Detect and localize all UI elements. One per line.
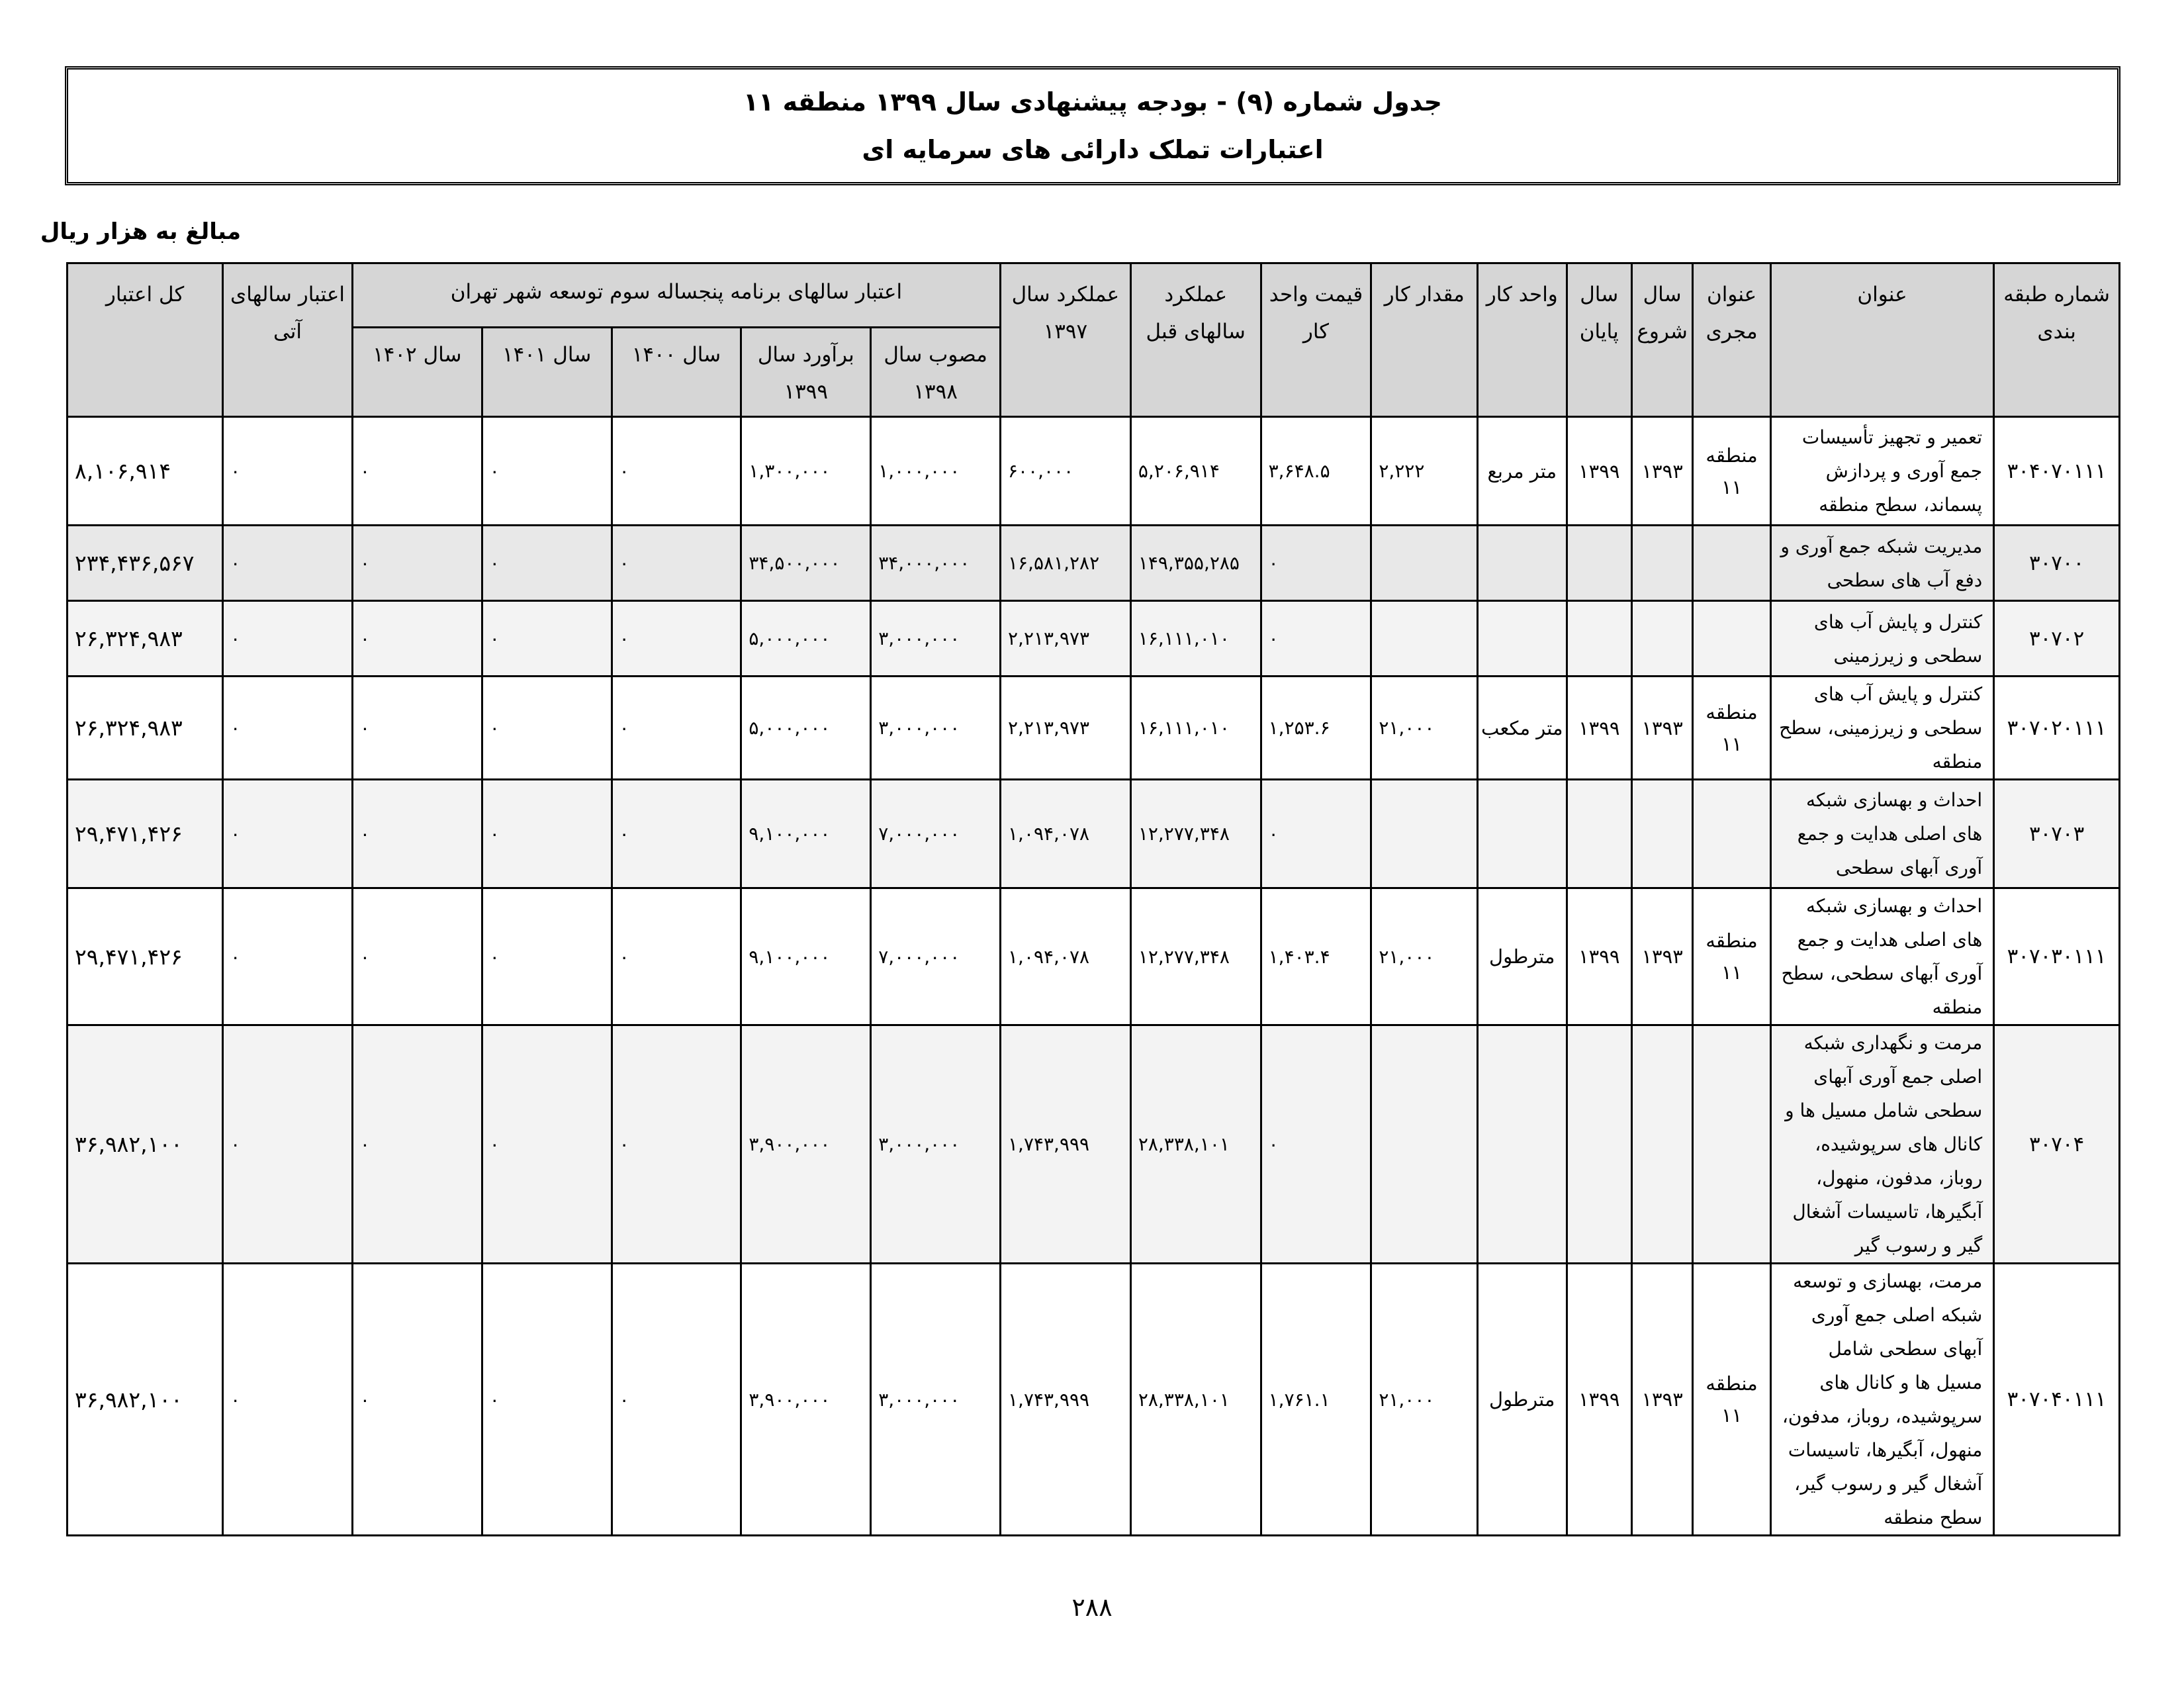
cell-work-unit: متر مربع [1477, 417, 1567, 526]
cell-work-qty: ۲,۲۲۲ [1371, 417, 1478, 526]
cell-agency [1693, 1025, 1770, 1264]
cell-end-year: ۱۳۹۹ [1567, 888, 1631, 1025]
cell-estimate-1399: ۹,۱۰۰,۰۰۰ [741, 780, 871, 888]
cell-perf-prev: ۱۴۹,۳۵۵,۲۸۵ [1130, 526, 1261, 601]
cell-year-1402: ۰ [352, 417, 482, 526]
cell-work-unit: متر مکعب [1477, 677, 1567, 780]
cell-title: مرمت و نگهداری شبکه اصلی جمع آوری آبهای سطحی شامل مسیل ها و کانال های سرپوشیده، روباز، مدفون، منهول، آبگیرها، تاسیسات آشغال گیر و رسوب گیر [1770, 1025, 1993, 1264]
cell-future: ۰ [223, 601, 353, 677]
cell-agency: منطقه ۱۱ [1693, 1264, 1770, 1536]
cell-year-1402: ۰ [352, 677, 482, 780]
cell-title: مرمت، بهسازی و توسعه شبکه اصلی جمع آوری آبهای سطحی شامل مسیل ها و کانال های سرپوشیده، روباز، مدفون، منهول، آبگیرها، تاسیسات آشغال گیر و رسوب گیر، سطح منطقه [1770, 1264, 1993, 1536]
cell-end-year [1567, 1025, 1631, 1264]
cell-work-qty [1371, 780, 1478, 888]
cell-work-qty [1371, 526, 1478, 601]
cell-title: احداث و بهسازی شبکه های اصلی هدایت و جمع آوری آبهای سطحی [1770, 780, 1993, 888]
cell-work-unit [1477, 601, 1567, 677]
cell-agency: منطقه ۱۱ [1693, 677, 1770, 780]
cell-total: ۲۶,۳۲۴,۹۸۳ [68, 601, 223, 677]
cell-code: ۳۰۴۰۷۰۱۱۱ [1994, 417, 2120, 526]
cell-perf-prev: ۱۲,۲۷۷,۳۴۸ [1130, 780, 1261, 888]
cell-unit-price: ۱,۴۰۳.۴ [1261, 888, 1371, 1025]
cell-perf-prev: ۵,۲۰۶,۹۱۴ [1130, 417, 1261, 526]
table-row [68, 1025, 2120, 1264]
cell-code: ۳۰۷۰۴۰۱۱۱ [1994, 1264, 2120, 1536]
cell-end-year [1567, 601, 1631, 677]
col-plan-group: اعتبار سالهای برنامه پنجساله سوم توسعه شهر تهران [352, 263, 1000, 328]
cell-perf-1397: ۱۶,۵۸۱,۲۸۲ [1001, 526, 1131, 601]
cell-approved-1398: ۷,۰۰۰,۰۰۰ [871, 888, 1001, 1025]
document-title-box [65, 66, 2120, 185]
cell-work-unit: مترطول [1477, 888, 1567, 1025]
cell-title: کنترل و پایش آب های سطحی و زیرزمینی، سطح منطقه [1770, 677, 1993, 780]
cell-future: ۰ [223, 526, 353, 601]
table-row [68, 888, 2120, 1025]
cell-perf-prev: ۱۲,۲۷۷,۳۴۸ [1130, 888, 1261, 1025]
cell-year-1401: ۰ [482, 417, 612, 526]
cell-approved-1398: ۳,۰۰۰,۰۰۰ [871, 601, 1001, 677]
cell-year-1401: ۰ [482, 1264, 612, 1536]
cell-code: ۳۰۷۰۳ [1994, 780, 2120, 888]
cell-year-1402: ۰ [352, 526, 482, 601]
cell-year-1400: ۰ [612, 888, 741, 1025]
cell-unit-price: ۰ [1261, 1025, 1371, 1264]
cell-future: ۰ [223, 1025, 353, 1264]
cell-agency [1693, 780, 1770, 888]
units-note: مبالغ به هزار ریال [40, 218, 241, 245]
cell-estimate-1399: ۹,۱۰۰,۰۰۰ [741, 888, 871, 1025]
cell-start-year [1631, 601, 1692, 677]
cell-code: ۳۰۷۰۲ [1994, 601, 2120, 677]
table-row [68, 677, 2120, 780]
table-row [68, 1264, 2120, 1536]
col-start-year: سال شروع [1631, 263, 1692, 417]
cell-perf-1397: ۶۰۰,۰۰۰ [1001, 417, 1131, 526]
cell-perf-prev: ۱۶,۱۱۱,۰۱۰ [1130, 677, 1261, 780]
cell-estimate-1399: ۳,۹۰۰,۰۰۰ [741, 1025, 871, 1264]
cell-year-1401: ۰ [482, 601, 612, 677]
cell-start-year [1631, 780, 1692, 888]
col-work-unit: واحد کار [1477, 263, 1567, 417]
col-end-year: سال پایان [1567, 263, 1631, 417]
col-work-qty: مقدار کار [1371, 263, 1478, 417]
col-perf-prev: عملکرد سالهای قبل [1130, 263, 1261, 417]
cell-perf-1397: ۲,۲۱۳,۹۷۳ [1001, 601, 1131, 677]
cell-title: مدیریت شبکه جمع آوری و دفع آب های سطحی [1770, 526, 1993, 601]
col-agency: عنوان مجری [1693, 263, 1770, 417]
cell-estimate-1399: ۱,۳۰۰,۰۰۰ [741, 417, 871, 526]
col-unit-price: قیمت واحد کار [1261, 263, 1371, 417]
cell-work-qty [1371, 601, 1478, 677]
table-row [68, 417, 2120, 526]
cell-code: ۳۰۷۰۰ [1994, 526, 2120, 601]
cell-code: ۳۰۷۰۲۰۱۱۱ [1994, 677, 2120, 780]
cell-year-1401: ۰ [482, 780, 612, 888]
table-header [68, 263, 2120, 417]
cell-unit-price: ۱,۲۵۳.۶ [1261, 677, 1371, 780]
cell-total: ۲۳۴,۴۳۶,۵۶۷ [68, 526, 223, 601]
table-row [68, 780, 2120, 888]
cell-unit-price: ۰ [1261, 780, 1371, 888]
cell-agency: منطقه ۱۱ [1693, 417, 1770, 526]
cell-start-year [1631, 526, 1692, 601]
cell-approved-1398: ۱,۰۰۰,۰۰۰ [871, 417, 1001, 526]
col-year-1401: سال ۱۴۰۱ [482, 328, 612, 417]
cell-approved-1398: ۷,۰۰۰,۰۰۰ [871, 780, 1001, 888]
cell-year-1402: ۰ [352, 1025, 482, 1264]
col-title: عنوان [1770, 263, 1993, 417]
cell-code: ۳۰۷۰۳۰۱۱۱ [1994, 888, 2120, 1025]
cell-work-qty [1371, 1025, 1478, 1264]
cell-title: کنترل و پایش آب های سطحی و زیرزمینی [1770, 601, 1993, 677]
col-year-1402: سال ۱۴۰۲ [352, 328, 482, 417]
cell-approved-1398: ۳,۰۰۰,۰۰۰ [871, 1025, 1001, 1264]
cell-future: ۰ [223, 780, 353, 888]
cell-work-qty: ۲۱,۰۰۰ [1371, 677, 1478, 780]
col-perf-1397: عملکرد سال ۱۳۹۷ [1001, 263, 1131, 417]
page-number: ۲۸۸ [1071, 1593, 1113, 1622]
cell-unit-price: ۰ [1261, 601, 1371, 677]
cell-work-qty: ۲۱,۰۰۰ [1371, 888, 1478, 1025]
cell-estimate-1399: ۳۴,۵۰۰,۰۰۰ [741, 526, 871, 601]
table-row [68, 526, 2120, 601]
table-body [68, 417, 2120, 1536]
cell-future: ۰ [223, 417, 353, 526]
cell-agency: منطقه ۱۱ [1693, 888, 1770, 1025]
cell-year-1400: ۰ [612, 780, 741, 888]
document-subtitle: اعتبارات تملک دارائی های سرمایه ای [862, 135, 1324, 164]
budget-table [66, 262, 2120, 1536]
cell-end-year: ۱۳۹۹ [1567, 677, 1631, 780]
col-year-1400: سال ۱۴۰۰ [612, 328, 741, 417]
cell-perf-1397: ۱,۰۹۴,۰۷۸ [1001, 888, 1131, 1025]
cell-perf-prev: ۲۸,۳۳۸,۱۰۱ [1130, 1264, 1261, 1536]
cell-end-year [1567, 526, 1631, 601]
cell-work-qty: ۲۱,۰۰۰ [1371, 1264, 1478, 1536]
cell-year-1401: ۰ [482, 677, 612, 780]
table-row [68, 601, 2120, 677]
cell-year-1400: ۰ [612, 601, 741, 677]
cell-approved-1398: ۳,۰۰۰,۰۰۰ [871, 1264, 1001, 1536]
cell-estimate-1399: ۳,۹۰۰,۰۰۰ [741, 1264, 871, 1536]
cell-year-1400: ۰ [612, 417, 741, 526]
cell-code: ۳۰۷۰۴ [1994, 1025, 2120, 1264]
cell-perf-1397: ۱,۰۹۴,۰۷۸ [1001, 780, 1131, 888]
cell-end-year: ۱۳۹۹ [1567, 417, 1631, 526]
col-estimate-1399: برآورد سال ۱۳۹۹ [741, 328, 871, 417]
cell-unit-price: ۳,۶۴۸.۵ [1261, 417, 1371, 526]
cell-agency [1693, 526, 1770, 601]
cell-perf-1397: ۱,۷۴۳,۹۹۹ [1001, 1264, 1131, 1536]
cell-start-year: ۱۳۹۳ [1631, 1264, 1692, 1536]
cell-start-year: ۱۳۹۳ [1631, 888, 1692, 1025]
cell-work-unit [1477, 1025, 1567, 1264]
cell-year-1400: ۰ [612, 1025, 741, 1264]
cell-future: ۰ [223, 677, 353, 780]
cell-perf-prev: ۱۶,۱۱۱,۰۱۰ [1130, 601, 1261, 677]
cell-start-year: ۱۳۹۳ [1631, 677, 1692, 780]
cell-estimate-1399: ۵,۰۰۰,۰۰۰ [741, 677, 871, 780]
cell-start-year [1631, 1025, 1692, 1264]
col-total: کل اعتبار [68, 263, 223, 417]
document-title: جدول شماره (۹) - بودجه پیشنهادی سال ۱۳۹۹ منطقه ۱۱ [743, 87, 1443, 117]
col-class-no: شماره طبقه بندی [1994, 263, 2120, 417]
cell-year-1401: ۰ [482, 888, 612, 1025]
cell-work-unit: مترطول [1477, 1264, 1567, 1536]
cell-year-1402: ۰ [352, 780, 482, 888]
cell-end-year [1567, 780, 1631, 888]
cell-perf-1397: ۲,۲۱۳,۹۷۳ [1001, 677, 1131, 780]
cell-year-1402: ۰ [352, 888, 482, 1025]
cell-title: احداث و بهسازی شبکه های اصلی هدایت و جمع آوری آبهای سطحی، سطح منطقه [1770, 888, 1993, 1025]
cell-total: ۳۶,۹۸۲,۱۰۰ [68, 1025, 223, 1264]
cell-year-1400: ۰ [612, 1264, 741, 1536]
cell-perf-prev: ۲۸,۳۳۸,۱۰۱ [1130, 1025, 1261, 1264]
cell-approved-1398: ۳,۰۰۰,۰۰۰ [871, 677, 1001, 780]
cell-year-1400: ۰ [612, 677, 741, 780]
cell-total: ۸,۱۰۶,۹۱۴ [68, 417, 223, 526]
cell-estimate-1399: ۵,۰۰۰,۰۰۰ [741, 601, 871, 677]
cell-unit-price: ۰ [1261, 526, 1371, 601]
cell-year-1400: ۰ [612, 526, 741, 601]
cell-future: ۰ [223, 888, 353, 1025]
cell-work-unit [1477, 526, 1567, 601]
cell-agency [1693, 601, 1770, 677]
cell-unit-price: ۱,۷۶۱.۱ [1261, 1264, 1371, 1536]
col-future: اعتبار سالهای آتی [223, 263, 353, 417]
cell-year-1401: ۰ [482, 526, 612, 601]
cell-year-1401: ۰ [482, 1025, 612, 1264]
cell-title: تعمیر و تجهیز تأسیسات جمع آوری و پردازش پسماند، سطح منطقه [1770, 417, 1993, 526]
cell-end-year: ۱۳۹۹ [1567, 1264, 1631, 1536]
cell-total: ۲۹,۴۷۱,۴۲۶ [68, 888, 223, 1025]
cell-total: ۲۶,۳۲۴,۹۸۳ [68, 677, 223, 780]
cell-total: ۲۹,۴۷۱,۴۲۶ [68, 780, 223, 888]
cell-year-1402: ۰ [352, 1264, 482, 1536]
cell-year-1402: ۰ [352, 601, 482, 677]
cell-perf-1397: ۱,۷۴۳,۹۹۹ [1001, 1025, 1131, 1264]
cell-future: ۰ [223, 1264, 353, 1536]
cell-work-unit [1477, 780, 1567, 888]
cell-approved-1398: ۳۴,۰۰۰,۰۰۰ [871, 526, 1001, 601]
cell-total: ۳۶,۹۸۲,۱۰۰ [68, 1264, 223, 1536]
col-approved-1398: مصوب سال ۱۳۹۸ [871, 328, 1001, 417]
cell-start-year: ۱۳۹۳ [1631, 417, 1692, 526]
